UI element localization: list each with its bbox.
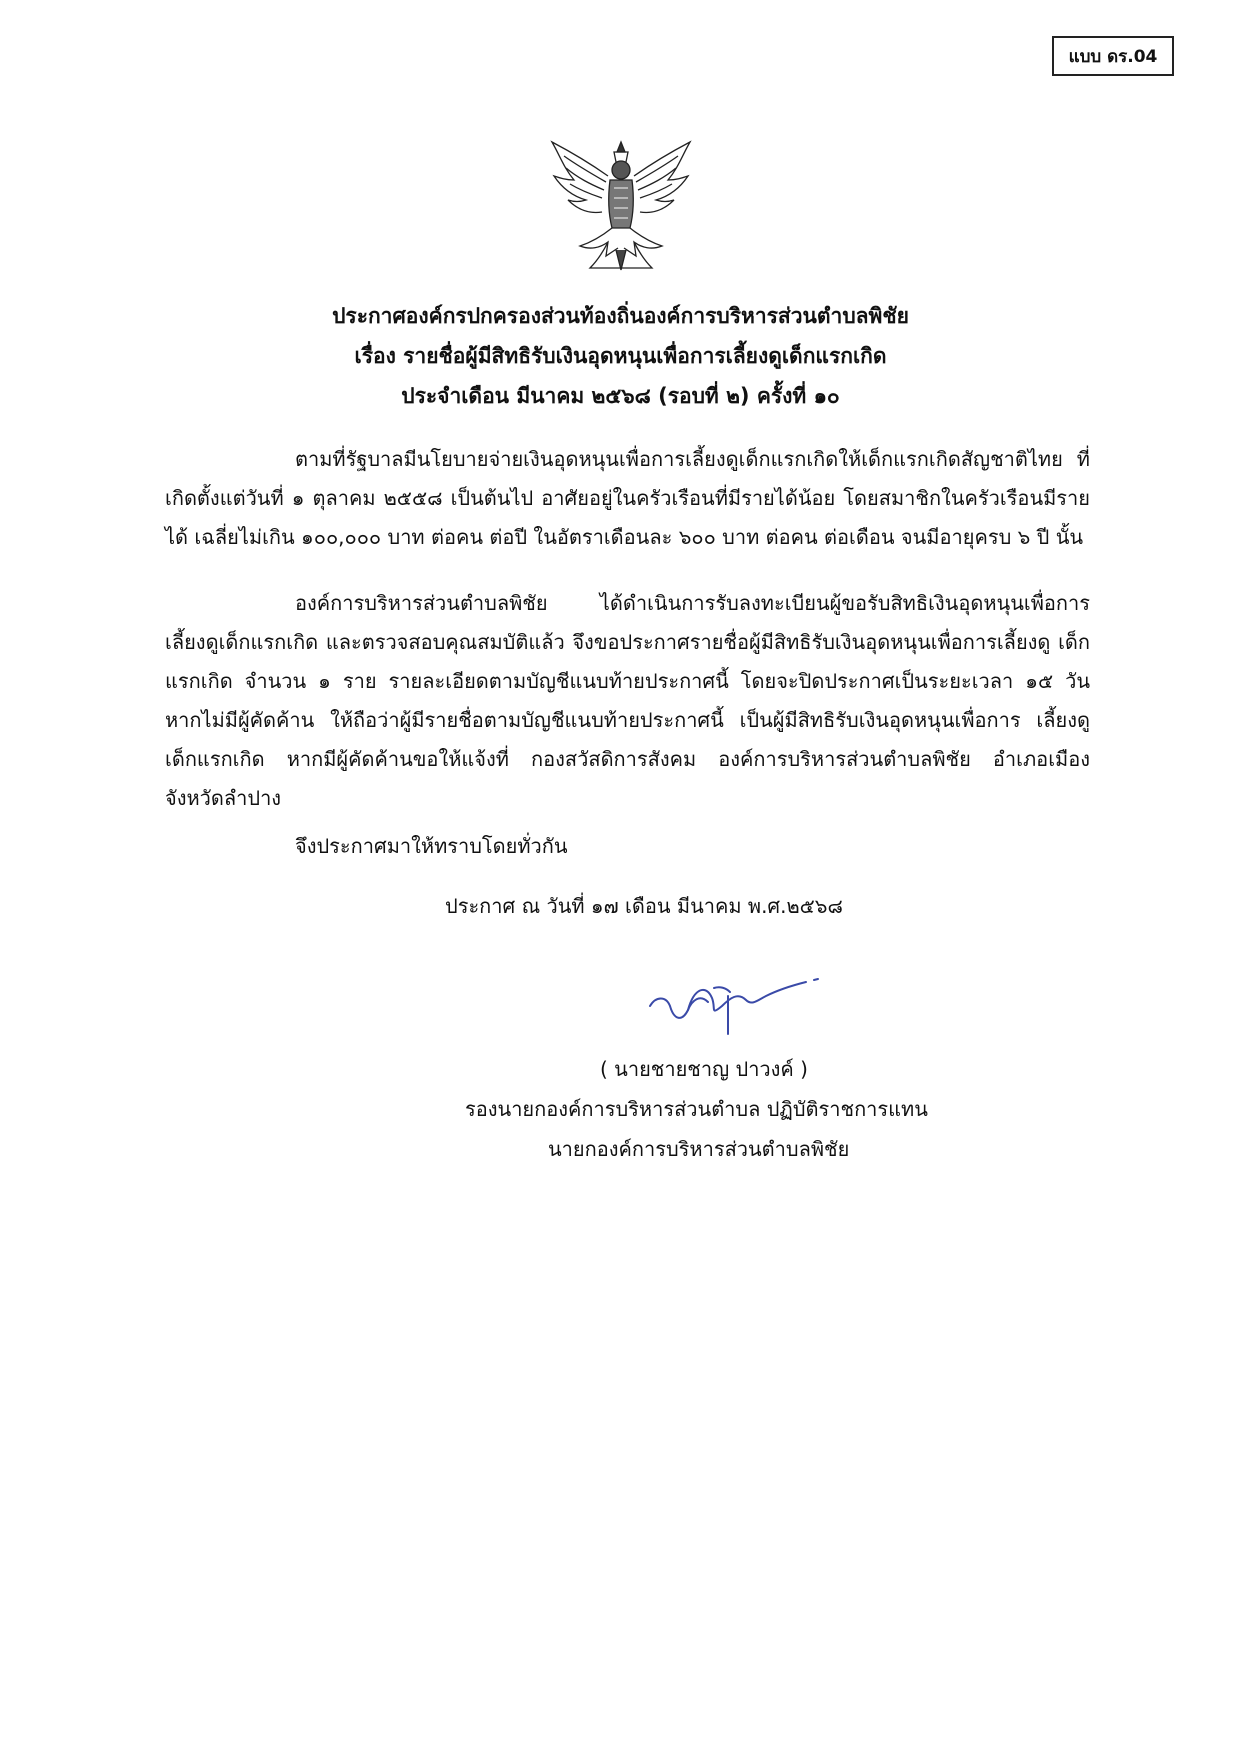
signature-icon <box>630 958 830 1038</box>
announcement-date: ประกาศ ณ วันที่ ๑๗ เดือน มีนาคม พ.ศ.๒๕๖๘ <box>445 894 843 918</box>
closing-statement: จึงประกาศมาให้ทราบโดยทั่วกัน <box>295 834 568 858</box>
body-paragraph-1: ตามที่รัฐบาลมีนโยบายจ่ายเงินอุดหนุนเพื่อการเลี้ยงดูเด็กแรกเกิดให้เด็กแรกเกิดสัญชาติไทย ที่เกิดตั้งแต่วันที่ ๑ ตุลาคม ๒๕๕๘ เป็นต้นไป อาศัยอยู่ในครัวเรือนที่มีรายได้น้อย โดยสมาชิกในครัวเรือนมีรายได้ เฉลี่ยไม่เกิน ๑๐๐,๐๐๐ บาท ต่อคน ต่อปี ในอัตราเดือนละ ๖๐๐ บาท ต่อคน ต่อเดือน จนมีอายุครบ ๖ ปี นั้น <box>165 447 1090 549</box>
body-paragraph-2: องค์การบริหารส่วนตำบลพิชัย ได้ดำเนินการรับลงทะเบียนผู้ขอรับสิทธิเงินอุดหนุนเพื่อการ เลี้ยงดูเด็กแรกเกิด และตรวจสอบคุณสมบัติแล้ว จึงขอประกาศรายชื่อผู้มีสิทธิรับเงินอุดหนุนเพื่อการเลี้ยงดู เด็กแรกเกิด จำนวน ๑ ราย รายละเอียดตามบัญชีแนบท้ายประกาศนี้ โดยจะปิดประกาศเป็นระยะเวลา ๑๕ วัน หากไม่มีผู้คัดค้าน ให้ถือว่าผู้มีรายชื่อตามบัญชีแนบท้ายประกาศนี้ เป็นผู้มีสิทธิรับเงินอุดหนุนเพื่อการ เลี้ยงดูเด็กแรกเกิด หากมีผู้คัดค้านขอให้แจ้งที่ กองสวัสดิการสังคม องค์การบริหารส่วนตำบลพิชัย อำเภอเมือง จังหวัดลำปาง <box>165 591 1090 810</box>
form-code-box <box>1052 36 1174 76</box>
signatory-position: รองนายกองค์การบริหารส่วนตำบล ปฏิบัติราชการแทน <box>465 1097 928 1121</box>
announcement-period: ประจำเดือน มีนาคม ๒๕๖๘ (รอบที่ ๒) ครั้งที่ ๑๐ <box>401 384 840 408</box>
announcement-subject: เรื่อง รายชื่อผู้มีสิทธิรับเงินอุดหนุนเพื่อการเลี้ยงดูเด็กแรกเกิด <box>354 344 887 368</box>
form-code: แบบ ดร.04 <box>1068 46 1158 67</box>
signatory-name: ( นายชายชาญ ปาวงค์ ) <box>600 1057 808 1081</box>
announcement-title: ประกาศองค์กรปกครองส่วนท้องถิ่นองค์การบริหารส่วนตำบลพิชัย <box>332 304 909 328</box>
signatory-position-2: นายกองค์การบริหารส่วนตำบลพิชัย <box>548 1137 850 1161</box>
garuda-emblem-icon <box>546 138 696 273</box>
